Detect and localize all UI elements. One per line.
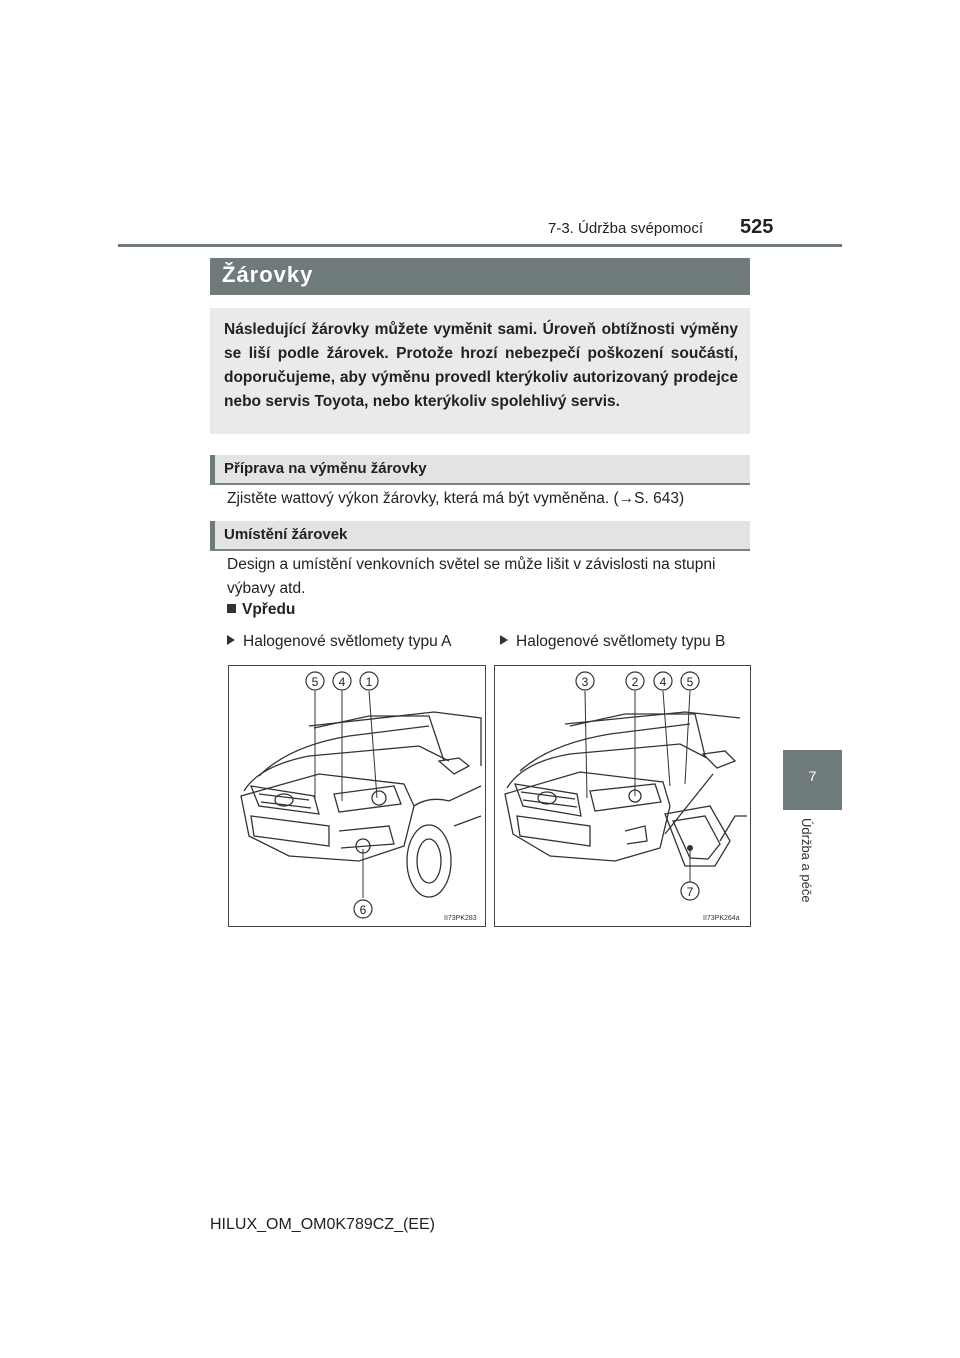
location-text: Design a umístění venkovních světel se může lišit v závislosti na stupni výbavy atd. <box>227 556 716 597</box>
figure-b-caption: Halogenové světlomety typu B <box>500 633 725 651</box>
subsection-title-location: Umístění žárovek <box>224 526 348 543</box>
callout-5: 5 <box>686 675 694 689</box>
truck-front-illustration-a <box>229 666 485 926</box>
figure-a-illustration <box>228 665 486 927</box>
callout-2: 2 <box>631 675 639 689</box>
triangle-bullet-icon <box>500 635 508 645</box>
bullet-front: Vpředu <box>227 601 295 619</box>
subsection-title-preparation: Příprava na výměnu žárovky <box>224 460 427 477</box>
page-title: Žárovky <box>222 262 314 287</box>
intro-text: Následující žárovky můžete vyměnit sami. Úroveň obtížnosti výměny se liší podle žárovek. Protože hrozí nebezpečí poškození součástí, doporučujeme, aby výměnu provedl kterýkoliv autorizovaný prodejce nebo servis Toyota, nebo kterýkoliv spolehlivý servis. <box>224 321 738 410</box>
header-rule <box>118 244 842 247</box>
truck-front-illustration-b <box>495 666 750 926</box>
triangle-bullet-icon <box>227 635 235 645</box>
callout-4: 4 <box>338 675 346 689</box>
chapter-title: Údržba a péče <box>799 818 814 903</box>
callout-6: 6 <box>359 903 367 917</box>
chapter-number: 7 <box>808 768 817 784</box>
figure-code: II73PK264a <box>703 915 740 922</box>
callout-1: 1 <box>365 675 373 689</box>
square-bullet-icon <box>227 604 236 613</box>
callout-3: 3 <box>581 675 589 689</box>
section-heading: 7-3. Údržba svépomocí <box>548 220 704 237</box>
figure-b-illustration <box>494 665 751 927</box>
chapter-title-vertical <box>798 818 818 918</box>
figure-code: II73PK283 <box>444 915 477 922</box>
document-footer: HILUX_OM_OM0K789CZ_(EE) <box>210 1216 435 1233</box>
callout-5: 5 <box>311 675 319 689</box>
callout-7: 7 <box>686 885 694 899</box>
page-number: 525 <box>740 216 774 238</box>
callout-4: 4 <box>659 675 667 689</box>
preparation-text: Zjistěte wattový výkon žárovky, která má být vyměněna. (→S. 643) <box>227 490 685 507</box>
figure-a-caption: Halogenové světlomety typu A <box>227 633 452 651</box>
